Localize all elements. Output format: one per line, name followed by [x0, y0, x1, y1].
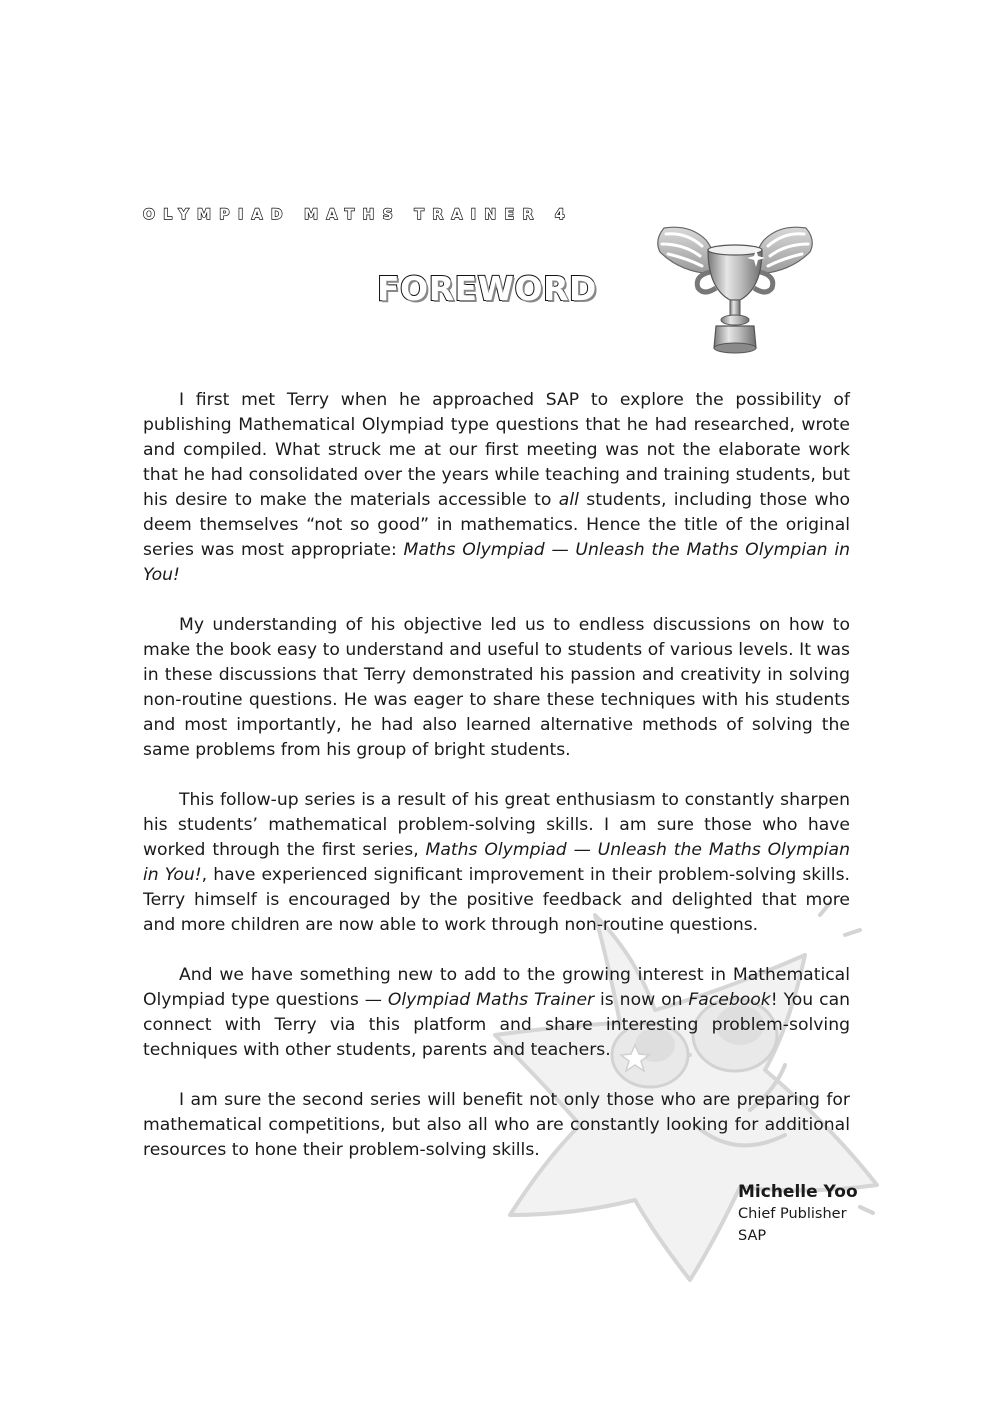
signatory-role: Chief Publisher	[738, 1206, 847, 1222]
winged-trophy-icon	[650, 222, 820, 358]
paragraph-3	[143, 788, 850, 938]
text-run: students, including those who deem themselves “not so good” in mathematics. Hence the title of the original series was most appropriate:	[143, 490, 850, 560]
paragraph-1	[143, 388, 850, 588]
italic-text: Facebook	[688, 990, 771, 1010]
signature-block	[738, 1181, 858, 1247]
series-label: OLYMPIAD MATHS TRAINER 4	[143, 207, 574, 223]
text-run: is now on	[594, 990, 689, 1010]
text-run: I first met Terry when he approached SAP to explore the possibility of publishing Mathematical Olympiad type questions that he had researched, wrote and compiled. What struck me at our first meeting was not the elaborate work that he had consolidated over the years while teaching and training students, but his desire to make the materials accessible to	[143, 390, 850, 510]
italic-text: all	[558, 490, 579, 510]
text-run: And we have something new to add to the growing interest in Mathematical Olympiad type questions —	[143, 965, 850, 1010]
text-run: My understanding of his objective led us to endless discussions on how to make the book easy to understand and useful to students of various levels. It was in these discussions that Terry demonstrated his passion and creativity in solving non-routine questions. He was eager to share these techniques with his students and most importantly, he had also learned alternative methods of solving the same problems from his group of bright students.	[143, 615, 850, 760]
text-run: ! You can connect with Terry via this platform and share interesting problem-solving techniques with other students, parents and teachers.	[143, 990, 850, 1060]
text-run: I am sure the second series will benefit not only those who are preparing for mathematical competitions, but also all who are constantly looking for additional resources to hone their problem-solving skills.	[143, 1090, 850, 1160]
text-run: This follow-up series is a result of his great enthusiasm to constantly sharpen his students’ mathematical problem-solving skills. I am sure those who have worked through the first series,	[143, 790, 850, 860]
italic-text: Maths Olympiad — Unleash the Maths Olympian in You!	[143, 540, 850, 585]
italic-text: Olympiad Maths Trainer	[387, 990, 595, 1010]
italic-text: Maths Olympiad — Unleash the Maths Olympian in You!	[143, 840, 850, 885]
signatory-organization: SAP	[738, 1228, 767, 1244]
paragraph-2	[143, 613, 850, 763]
paragraph-5	[143, 1088, 850, 1163]
foreword-body	[143, 388, 850, 1163]
page-title: FOREWORD	[377, 269, 597, 308]
signatory-name: Michelle Yoo	[738, 1182, 858, 1202]
text-run: , have experienced significant improvement in their problem-solving skills. Terry himself is encouraged by the positive feedback and delighted that more and more children are now able to work through non-routine questions.	[143, 865, 850, 935]
paragraph-4	[143, 963, 850, 1063]
